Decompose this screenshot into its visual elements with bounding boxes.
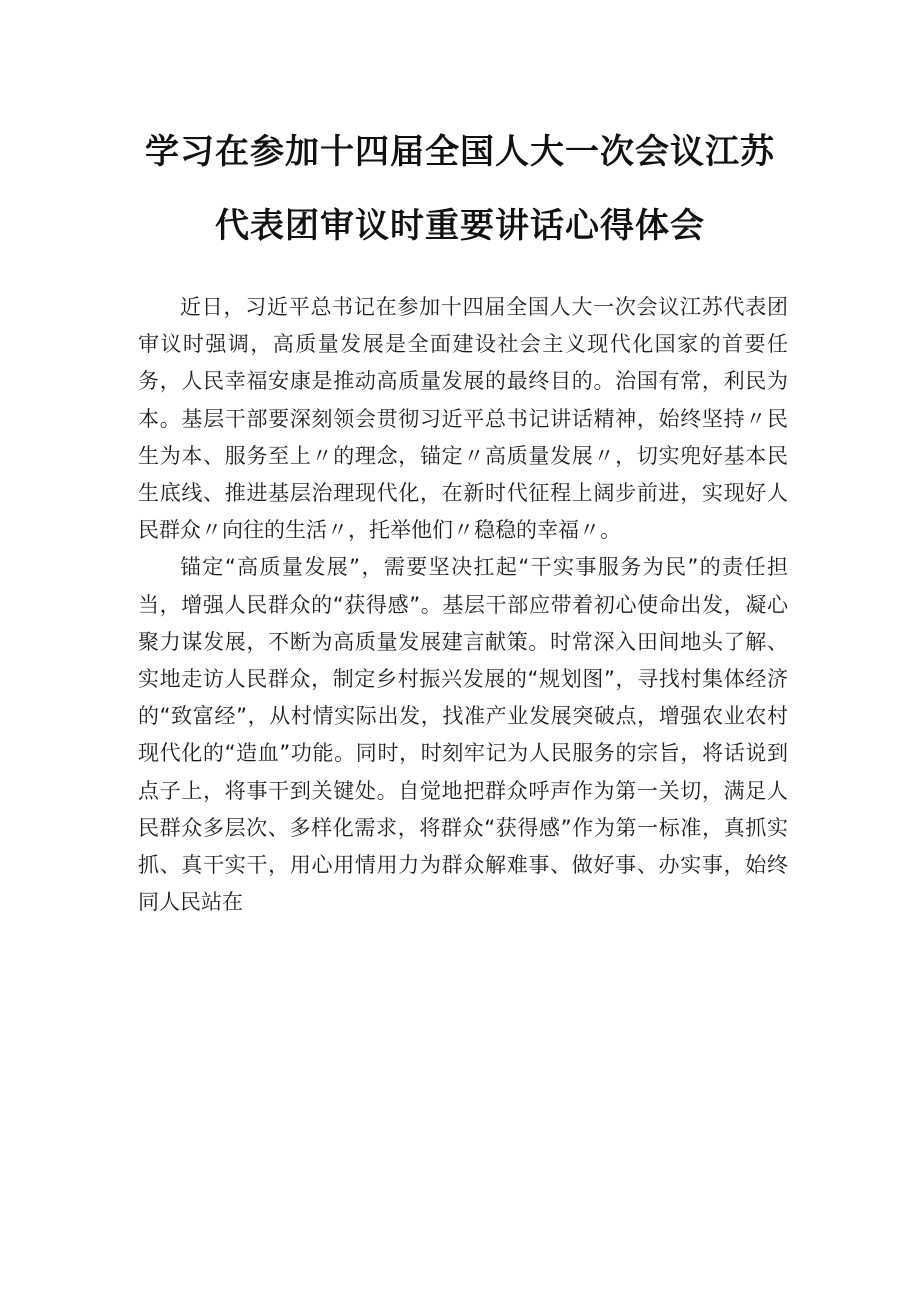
document-body [138,289,788,921]
paragraph-2: 锚定“高质量发展”，需要坚决扛起“干实事服务为民”的责任担当，增强人民群众的“获得感”。基层干部应带着初心使命出发，凝心聚力谋发展，不断为高质量发展建言献策。时常深入田间地头了解、实地走访人民群众，制定乡村振兴发展的“规划图”，寻找村集体经济的“致富经”，从村情实际出发，找准产业发展突破点，增强农业农村现代化的“造血”功能。同时，时刻牢记为人民服务的宗旨，将话说到点子上，将事干到关键处。自觉地把群众呼声作为第一关切，满足人民群众多层次、多样化需求，将群众“获得感”作为第一标准，真抓实抓、真干实干，用心用情用力为群众解难事、做好事、办实事，始终同人民站在 [138,555,788,915]
document-title-line-2: 代表团审议时重要讲话心得体会 [215,206,705,246]
paragraph-1: 近日，习近平总书记在参加十四届全国人大一次会议江苏代表团审议时强调，高质量发展是全面建设社会主义现代化国家的首要任务，人民幸福安康是推动高质量发展的最终目的。治国有常，利民为本。基层干部要深刻领会贯彻习近平总书记讲话精神，始终坚持〃民生为本、服务至上〃的理念，锚定〃高质量发展〃，切实兜好基本民生底线、推进基层治理现代化，在新时代征程上阔步前进，实现好人民群众〃向往的生活〃，托举他们〃稳稳的幸福〃。 [138,295,788,543]
document-title-line-1: 学习在参加十四届全国人大一次会议江苏 [145,132,775,172]
